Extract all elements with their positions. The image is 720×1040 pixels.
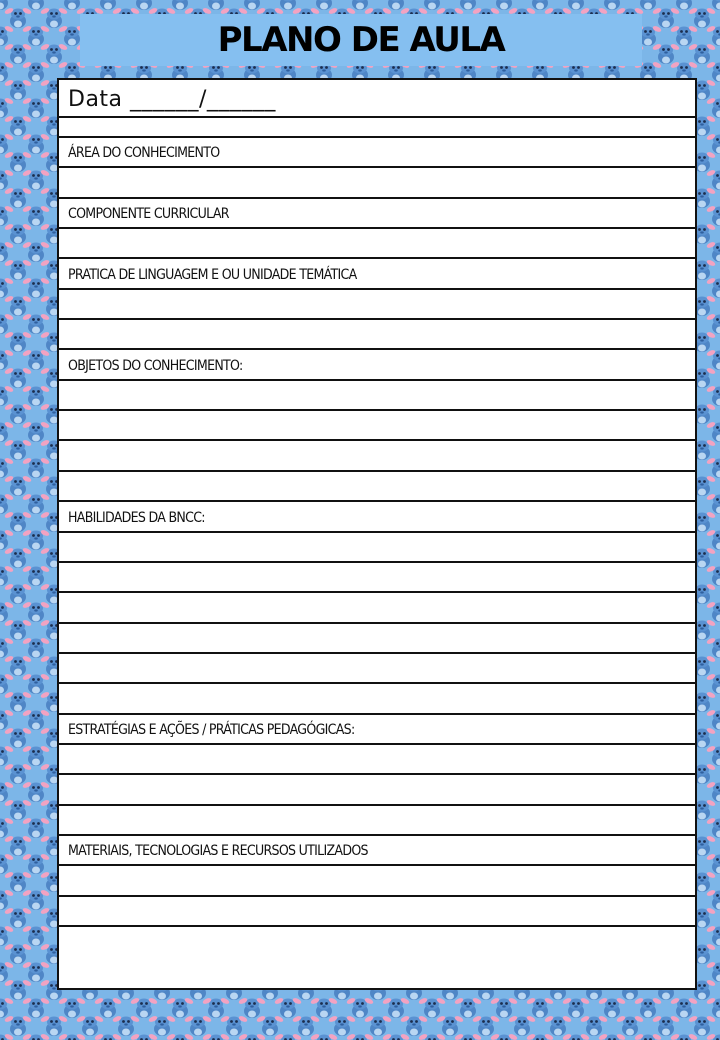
- blank-writing-line[interactable]: [59, 745, 695, 775]
- blank-writing-line[interactable]: [59, 168, 695, 198]
- section-header-row: [59, 259, 695, 289]
- section-label: ÁREA DO CONHECIMENTO: [68, 145, 220, 162]
- blank-writing-line[interactable]: [59, 472, 695, 502]
- blank-writing-line[interactable]: [59, 927, 695, 957]
- section-header-row: [59, 199, 695, 229]
- blank-writing-line[interactable]: [59, 290, 695, 320]
- blank-writing-line[interactable]: [59, 411, 695, 441]
- lesson-plan-form: [57, 78, 697, 990]
- date-label: Data ______/______: [68, 87, 276, 112]
- section-header-row: [59, 715, 695, 745]
- section-header-row: [59, 836, 695, 866]
- section-label: HABILIDADES DA BNCC:: [68, 509, 205, 526]
- section-header-row: [59, 502, 695, 532]
- section-label: MATERIAIS, TECNOLOGIAS E RECURSOS UTILIZADOS: [68, 843, 368, 860]
- section-header-row: [59, 138, 695, 168]
- section-label: PRATICA DE LINGUAGEM E OU UNIDADE TEMÁTICA: [68, 266, 357, 283]
- blank-writing-line[interactable]: [59, 563, 695, 593]
- title-banner: [80, 14, 642, 66]
- section-label: ESTRATÉGIAS E AÇÕES / PRÁTICAS PEDAGÓGICAS:: [68, 721, 355, 738]
- blank-writing-line[interactable]: [59, 806, 695, 836]
- blank-writing-line[interactable]: [59, 229, 695, 259]
- blank-writing-line[interactable]: [59, 320, 695, 350]
- blank-writing-line[interactable]: [59, 897, 695, 927]
- blank-writing-line[interactable]: [59, 775, 695, 805]
- section-label: OBJETOS DO CONHECIMENTO:: [68, 357, 243, 374]
- spacer-row: [59, 118, 695, 138]
- blank-writing-line[interactable]: [59, 533, 695, 563]
- blank-writing-line[interactable]: [59, 654, 695, 684]
- blank-writing-line[interactable]: [59, 624, 695, 654]
- date-field-row[interactable]: [59, 80, 695, 118]
- blank-writing-line[interactable]: [59, 593, 695, 623]
- page-title: PLANO DE AULA: [217, 20, 505, 60]
- section-label: COMPONENTE CURRICULAR: [68, 206, 229, 223]
- blank-writing-line[interactable]: [59, 684, 695, 714]
- blank-writing-line[interactable]: [59, 442, 695, 472]
- section-header-row: [59, 350, 695, 380]
- blank-writing-line[interactable]: [59, 866, 695, 896]
- blank-writing-line[interactable]: [59, 381, 695, 411]
